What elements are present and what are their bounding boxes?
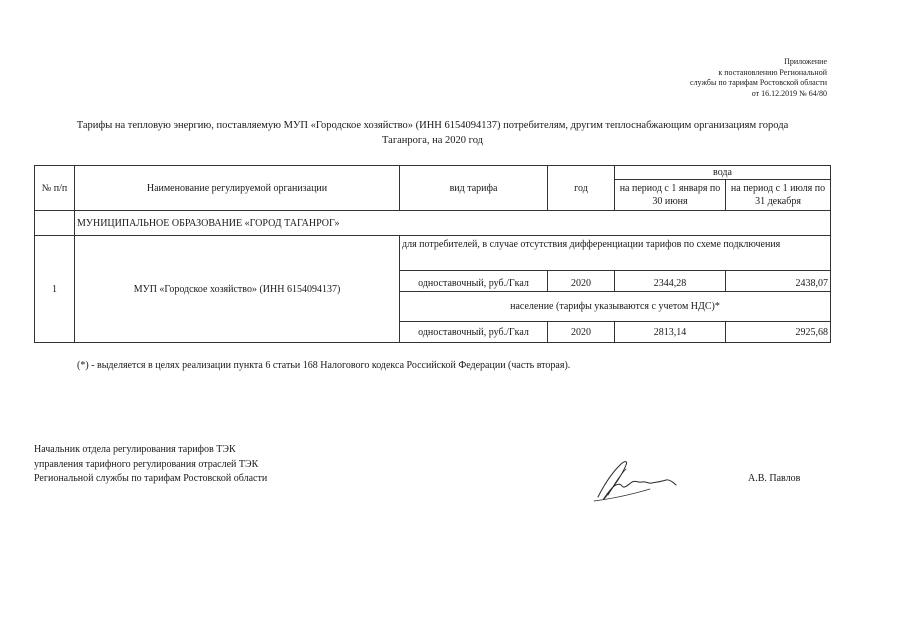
municipality-num-cell: [35, 211, 75, 236]
tariff-type-cell: одноставочный, руб./Гкал: [400, 322, 548, 343]
signer-name: А.В. Павлов: [748, 473, 801, 484]
title-line-2: Таганрога, на 2020 год: [382, 134, 483, 146]
org-name: МУП «Городское хозяйство» (ИНН 6154094137): [75, 236, 400, 343]
table-row: [35, 236, 831, 271]
appendix-line-2: к постановлению Региональной: [718, 67, 827, 77]
appendix-block: [690, 57, 827, 99]
year-cell: 2020: [548, 271, 615, 292]
header-tariff-type: вид тарифа: [400, 166, 548, 211]
tariff-table: [34, 165, 831, 343]
signer-title-line-2: управления тарифного регулирования отраслей ТЭК: [34, 458, 259, 470]
appendix-line-4: от 16.12.2019 № 64/80: [751, 88, 827, 98]
tariff-type-cell: одноставочный, руб./Гкал: [400, 271, 548, 292]
appendix-line-1: Приложение: [784, 57, 827, 66]
period-2-value: 2438,07: [726, 271, 831, 292]
header-period-1: на период с 1 января по 30 июня: [615, 180, 726, 211]
header-period-2: на период с 1 июля по 31 декабря: [726, 180, 831, 211]
appendix-line-3: службы по тарифам Ростовской области: [690, 78, 827, 87]
signer-title-line-3: Региональной службы по тарифам Ростовской области: [34, 473, 268, 484]
year-cell: 2020: [548, 322, 615, 343]
section-consumers: для потребителей, в случае отсутствия дифференциации тарифов по схеме подключения: [400, 236, 831, 271]
period-1-value: 2813,14: [615, 322, 726, 343]
section-population: население (тарифы указываются с учетом НДС)*: [400, 292, 831, 322]
header-row-1: [35, 166, 831, 180]
signer-block: [34, 443, 267, 487]
municipality-name: МУНИЦИПАЛЬНОЕ ОБРАЗОВАНИЕ «ГОРОД ТАГАНРОГ»: [75, 211, 831, 236]
footnote: (*) - выделяется в целях реализации пункта 6 статьи 168 Налогового кодекса Российской Федерации (часть вторая).: [77, 360, 571, 371]
document-title: [30, 119, 835, 148]
municipality-row: [35, 211, 831, 236]
title-line-1: Тарифы на тепловую энергию, поставляемую МУП «Городское хозяйство» (ИНН 6154094137) потребителям, другим теплоснабжающим организациям города: [76, 120, 789, 131]
period-2-value: 2925,68: [726, 322, 831, 343]
header-org: Наименование регулируемой организации: [75, 166, 400, 211]
header-year: год: [548, 166, 615, 211]
row-number: 1: [35, 236, 75, 343]
signer-title-line-1: Начальник отдела регулирования тарифов ТЭК: [34, 444, 236, 455]
period-1-value: 2344,28: [615, 271, 726, 292]
header-water: вода: [615, 166, 831, 180]
handwritten-signature: [590, 455, 690, 503]
header-num: № п/п: [35, 166, 75, 211]
